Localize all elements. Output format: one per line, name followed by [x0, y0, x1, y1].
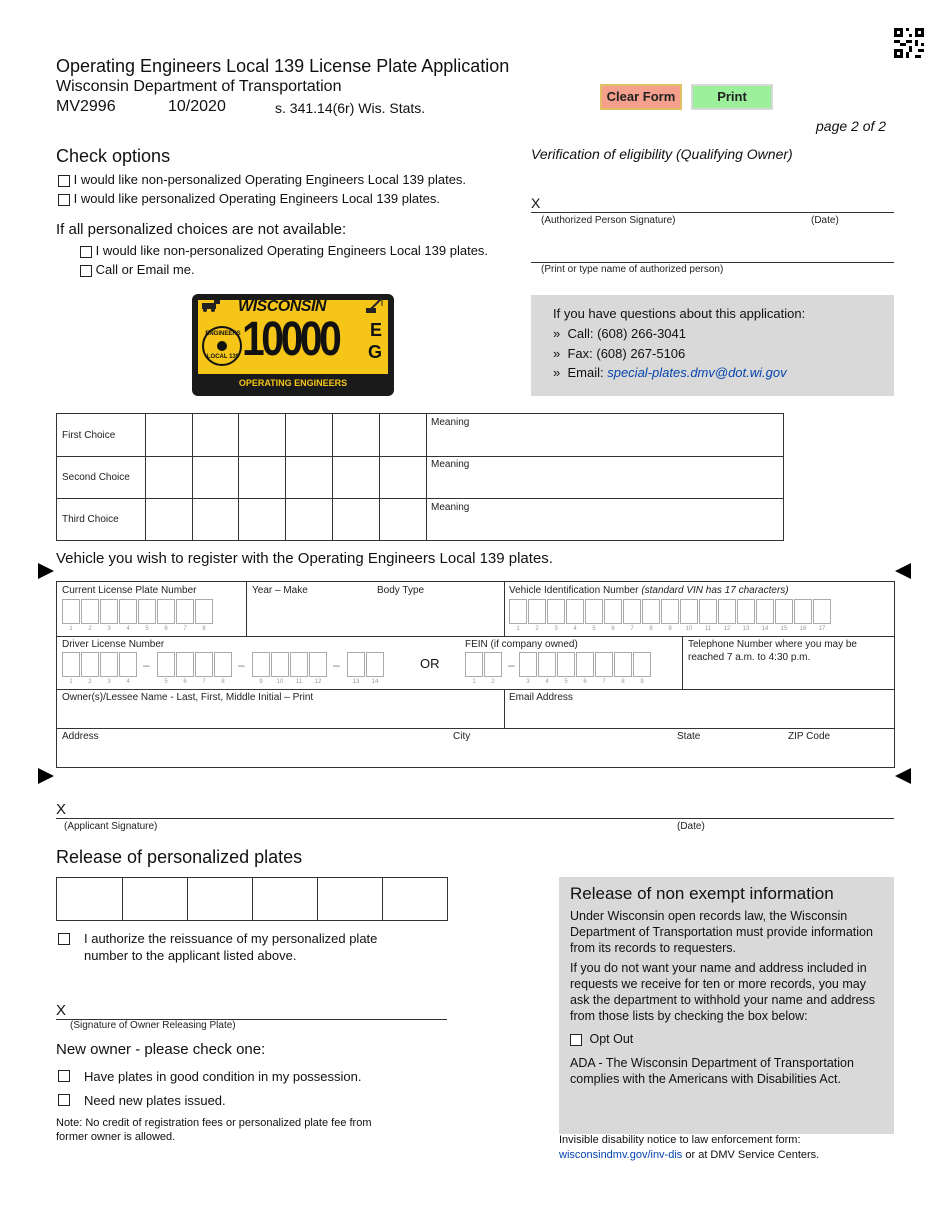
vin-digit-box[interactable] — [756, 599, 774, 624]
zip-label: ZIP Code — [788, 731, 831, 742]
option-personalized — [58, 191, 440, 206]
body-type-label: Body Type — [377, 585, 425, 596]
plate-number-digit-box[interactable] — [176, 599, 194, 624]
fein-digit-box[interactable] — [519, 652, 537, 677]
applicant-date-label: (Date) — [677, 821, 705, 832]
verification-x: X — [531, 195, 541, 211]
choices-row-divider — [57, 456, 784, 457]
owner-name-label: Owner(s)/Lessee Name - Last, First, Middle Initial – Print — [62, 692, 314, 703]
plate-footer: OPERATING ENGINEERS — [238, 378, 348, 388]
option-non-personalized — [58, 172, 466, 187]
questions-call — [553, 326, 686, 341]
opt-out-row — [570, 1031, 883, 1047]
driver-license-digit-box[interactable] — [271, 652, 289, 677]
vin-digit-box[interactable] — [528, 599, 546, 624]
plate-number-digit-box[interactable] — [62, 599, 80, 624]
fallback-non-personalized-label: I would like non-personalized Operating Engineers Local 139 plates. — [95, 243, 489, 258]
choices-row-divider — [57, 498, 784, 499]
choices-table — [56, 413, 784, 541]
fein-digit-box[interactable] — [557, 652, 575, 677]
fein-digit-number: 3 — [526, 679, 530, 685]
plate-number-digit-box[interactable] — [81, 599, 99, 624]
fallback-call-email-checkbox[interactable] — [80, 265, 92, 277]
fallback-non-personalized — [80, 243, 488, 258]
driver-license-digit-box[interactable] — [62, 652, 80, 677]
vehicle-row-divider — [57, 636, 895, 637]
vin-note: (standard VIN has 17 characters) — [641, 585, 789, 596]
address-label: Address — [62, 731, 99, 742]
plate-number-digit-number: 8 — [202, 626, 206, 632]
have-plates-label: Have plates in good condition in my possession. — [84, 1069, 362, 1084]
statute-reference: s. 341.14(6r) Wis. Stats. — [275, 100, 426, 116]
fein-digit-box[interactable] — [576, 652, 594, 677]
second-choice-label: Second Choice — [62, 472, 130, 483]
verification-name-line[interactable] — [531, 262, 894, 263]
release-box-divider — [252, 878, 253, 921]
release-signature-label: (Signature of Owner Releasing Plate) — [70, 1020, 236, 1031]
driver-license-digit-box[interactable] — [195, 652, 213, 677]
alignment-arrow-icon — [895, 768, 911, 784]
choices-col-divider — [332, 414, 333, 541]
fein-digit-box[interactable] — [538, 652, 556, 677]
phone-label-1: Telephone Number where you may be — [688, 639, 857, 650]
driver-license-digit-number: 5 — [164, 679, 168, 685]
plate-number-digit-box[interactable] — [157, 599, 175, 624]
year-make-label: Year – Make — [252, 585, 308, 596]
plate-number-label: Current License Plate Number — [62, 585, 197, 596]
option-non-personalized-label: I would like non-personalized Operating Engineers Local 139 plates. — [73, 172, 467, 187]
plate-seal-center-icon — [217, 341, 227, 351]
vehicle-row-divider — [57, 728, 895, 729]
alignment-arrow-icon — [38, 563, 54, 579]
driver-license-digit-number: 12 — [314, 679, 322, 685]
or-label: OR — [420, 656, 440, 671]
second-choice-meaning-label[interactable]: Meaning — [431, 459, 470, 470]
driver-license-digit-number: 14 — [371, 679, 379, 685]
have-plates-checkbox[interactable] — [58, 1070, 70, 1082]
vehicle-col-divider — [246, 582, 247, 636]
fein-label: FEIN (if company owned) — [465, 639, 578, 650]
print-button[interactable]: Print — [691, 84, 773, 110]
driver-license-digit-number: 9 — [259, 679, 263, 685]
driver-license-digit-number: 2 — [88, 679, 92, 685]
need-plates-checkbox[interactable] — [58, 1094, 70, 1106]
release-heading: Release of personalized plates — [56, 847, 303, 867]
page-number: page 2 of 2 — [816, 118, 887, 134]
plate-seal-bottom: LOCAL 139 — [206, 354, 240, 360]
choices-col-divider — [192, 414, 193, 541]
verification-name-label: (Print or type name of authorized person) — [541, 264, 724, 275]
plate-state: WISCONSIN — [238, 298, 326, 315]
alignment-arrow-icon — [895, 563, 911, 579]
vin-digit-number: 4 — [573, 626, 577, 632]
verification-heading: Verification of eligibility (Qualifying Owner) — [531, 146, 793, 162]
driver-license-separator: – — [238, 658, 245, 672]
nonexempt-box — [559, 877, 894, 1134]
opt-out-label: Opt Out — [589, 1032, 634, 1046]
questions-heading: If you have questions about this application: — [553, 306, 806, 321]
alignment-arrow-icon — [38, 768, 54, 784]
verification-date-label: (Date) — [811, 215, 839, 226]
vin-digit-box[interactable] — [661, 599, 679, 624]
nonexempt-heading: Release of non exempt information — [570, 884, 834, 903]
release-note-2: former owner is allowed. — [56, 1131, 176, 1143]
release-plate-boxes — [56, 877, 448, 921]
plate-crane-icon — [364, 296, 386, 314]
plate-number-digit-box[interactable] — [138, 599, 156, 624]
questions-call-text: Call: (608) 266-3041 — [567, 326, 686, 341]
questions-fax-text: Fax: (608) 267-5106 — [567, 346, 686, 361]
vin-label — [509, 585, 789, 596]
third-choice-meaning-label[interactable]: Meaning — [431, 502, 470, 513]
plate-seal-top: ENGINEERS — [205, 331, 241, 337]
fallback-call-email — [80, 262, 195, 277]
new-owner-heading: New owner - please check one: — [56, 1041, 266, 1058]
questions-email-link[interactable]: special-plates.dmv@dot.wi.gov — [607, 365, 787, 380]
vin-digit-box[interactable] — [642, 599, 660, 624]
fallback-call-email-label: Call or Email me. — [95, 262, 195, 277]
vin-digit-number: 6 — [611, 626, 615, 632]
vin-digit-number: 8 — [649, 626, 653, 632]
fein-digit-box[interactable] — [465, 652, 483, 677]
fein-digit-box[interactable] — [484, 652, 502, 677]
nonexempt-para2: If you do not want your name and address included in requests we receive for ten or more records, you may ask the department to withhold your name and address from those lists by checking the box below: — [570, 961, 876, 1023]
vin-digit-number: 15 — [780, 626, 788, 632]
driver-license-digit-box[interactable] — [347, 652, 365, 677]
state-label: State — [677, 731, 701, 742]
vin-digit-number: 14 — [761, 626, 769, 632]
vin-digit-box[interactable] — [566, 599, 584, 624]
vin-digit-number: 10 — [685, 626, 693, 632]
fein-separator: – — [508, 658, 515, 672]
plate-number-digit-number: 1 — [69, 626, 73, 632]
driver-license-digit-box[interactable] — [309, 652, 327, 677]
vin-digit-box[interactable] — [604, 599, 622, 624]
department-name: Wisconsin Department of Transportation — [56, 78, 342, 95]
option-personalized-label: I would like personalized Operating Engineers Local 139 plates. — [73, 191, 441, 206]
release-box-divider — [187, 878, 188, 921]
questions-fax — [553, 346, 685, 361]
plate-number-digit-box[interactable] — [119, 599, 137, 624]
vin-digit-number: 5 — [592, 626, 596, 632]
driver-license-digit-box[interactable] — [214, 652, 232, 677]
driver-license-digit-number: 3 — [107, 679, 111, 685]
fein-digit-number: 4 — [545, 679, 549, 685]
vehicle-col-divider — [682, 636, 683, 689]
release-x: X — [56, 1002, 67, 1019]
bullet-icon: » — [553, 346, 561, 361]
third-choice-label: Third Choice — [62, 514, 119, 525]
plate-number-digit-number: 5 — [145, 626, 149, 632]
plate-number-digit-box[interactable] — [100, 599, 118, 624]
authorize-reissue-label: I authorize the reissuance of my personalized plate — [84, 931, 378, 946]
plate-number-digit-number: 2 — [88, 626, 92, 632]
vin-digit-number: 16 — [799, 626, 807, 632]
form-title: Operating Engineers Local 139 License Plate Application — [56, 56, 510, 76]
fein-digit-box[interactable] — [633, 652, 651, 677]
ada-notice: ADA - The Wisconsin Department of Transportation complies with the Americans with Disabilities Act. — [570, 1056, 854, 1086]
fein-digit-number: 8 — [621, 679, 625, 685]
vin-digit-number: 1 — [516, 626, 520, 632]
bullet-icon: » — [553, 365, 561, 380]
driver-license-digit-number: 6 — [183, 679, 187, 685]
vin-digit-box[interactable] — [547, 599, 565, 624]
vehicle-col-divider — [504, 689, 505, 728]
driver-license-digit-box[interactable] — [119, 652, 137, 677]
vin-digit-number: 17 — [818, 626, 826, 632]
verification-signature-label: (Authorized Person Signature) — [541, 215, 676, 226]
applicant-signature-line[interactable] — [56, 818, 894, 819]
vin-digit-box[interactable] — [718, 599, 736, 624]
footer-link[interactable]: wisconsindmv.gov/inv-dis — [559, 1149, 683, 1161]
nonexempt-para1: Under Wisconsin open records law, the Wisconsin Department of Transportation must provide information from its records to requesters. — [570, 909, 873, 955]
qr-code-icon — [894, 28, 924, 58]
plate-construction-icon — [200, 298, 222, 312]
first-choice-label: First Choice — [62, 430, 116, 441]
vehicle-table — [56, 581, 895, 768]
vin-digit-box[interactable] — [585, 599, 603, 624]
vin-digit-number: 12 — [723, 626, 731, 632]
vin-digit-box[interactable] — [699, 599, 717, 624]
plate-number-digit-number: 3 — [107, 626, 111, 632]
plate-suffix-bottom: G — [368, 342, 383, 362]
driver-license-digit-number: 8 — [221, 679, 225, 685]
driver-license-separator: – — [143, 658, 150, 672]
footer-link-row — [559, 1149, 819, 1161]
fein-digit-box[interactable] — [595, 652, 613, 677]
footer-suffix: or at DMV Service Centers. — [685, 1149, 820, 1161]
driver-license-label: Driver License Number — [62, 639, 165, 650]
release-note-1: Note: No credit of registration fees or personalized plate fee from — [56, 1117, 372, 1129]
fein-digit-number: 6 — [583, 679, 587, 685]
applicant-signature-label: (Applicant Signature) — [64, 821, 158, 832]
driver-license-digit-box[interactable] — [176, 652, 194, 677]
driver-license-digit-box[interactable] — [366, 652, 384, 677]
fein-digit-number: 1 — [472, 679, 476, 685]
plate-number-digit-number: 7 — [183, 626, 187, 632]
vehicle-col-divider — [504, 582, 505, 636]
driver-license-digit-number: 7 — [202, 679, 206, 685]
vin-digit-number: 13 — [742, 626, 750, 632]
vin-digit-number: 7 — [630, 626, 634, 632]
city-label: City — [453, 731, 471, 742]
driver-license-digit-number: 4 — [126, 679, 130, 685]
option-personalized-checkbox[interactable] — [58, 194, 70, 206]
driver-license-digit-box[interactable] — [252, 652, 270, 677]
need-plates-label: Need new plates issued. — [84, 1093, 226, 1108]
vin-digit-box[interactable] — [623, 599, 641, 624]
release-box-divider — [122, 878, 123, 921]
email-address-label: Email Address — [509, 692, 573, 703]
footer-notice: Invisible disability notice to law enforcement form: — [559, 1134, 801, 1146]
driver-license-digit-box[interactable] — [100, 652, 118, 677]
plate-seal — [202, 326, 242, 366]
opt-out-checkbox[interactable] — [570, 1034, 582, 1046]
plate-number: 10000 — [242, 313, 339, 366]
driver-license-digit-box[interactable] — [157, 652, 175, 677]
questions-email-label: Email: — [567, 365, 604, 380]
fein-digit-number: 7 — [602, 679, 606, 685]
fein-digit-number: 5 — [564, 679, 568, 685]
driver-license-digit-number: 11 — [295, 679, 303, 685]
applicant-x: X — [56, 801, 67, 818]
choices-col-divider — [426, 414, 427, 541]
vin-digit-number: 2 — [535, 626, 539, 632]
fallback-non-personalized-checkbox[interactable] — [80, 246, 92, 258]
bullet-icon: » — [553, 326, 561, 341]
first-choice-meaning-label[interactable]: Meaning — [431, 417, 470, 428]
choices-col-divider — [285, 414, 286, 541]
plate-number-digit-number: 6 — [164, 626, 168, 632]
vin-digit-box[interactable] — [680, 599, 698, 624]
vin-digit-box[interactable] — [775, 599, 793, 624]
license-plate-image — [192, 294, 394, 396]
questions-email — [553, 365, 787, 380]
form-number: MV2996 — [56, 98, 116, 115]
vin-digit-box[interactable] — [509, 599, 527, 624]
vin-digit-number: 9 — [668, 626, 672, 632]
fein-digit-number: 2 — [491, 679, 495, 685]
driver-license-digit-number: 13 — [352, 679, 360, 685]
release-box-divider — [317, 878, 318, 921]
vehicle-row-divider — [57, 689, 895, 690]
driver-license-separator: – — [333, 658, 340, 672]
plate-number-digit-box[interactable] — [195, 599, 213, 624]
form-date: 10/2020 — [168, 98, 226, 115]
choices-col-divider — [238, 414, 239, 541]
driver-license-digit-box[interactable] — [81, 652, 99, 677]
driver-license-digit-number: 10 — [276, 679, 284, 685]
phone-label-2: reached 7 a.m. to 4:30 p.m. — [688, 652, 811, 663]
vin-digit-box[interactable] — [737, 599, 755, 624]
clear-form-button[interactable]: Clear Form — [600, 84, 682, 110]
fallback-heading: If all personalized choices are not available: — [56, 221, 347, 238]
driver-license-digit-box[interactable] — [290, 652, 308, 677]
choices-col-divider — [145, 414, 146, 541]
release-box-divider — [382, 878, 383, 921]
verification-signature-line[interactable] — [531, 212, 894, 213]
vin-digit-number: 11 — [704, 626, 712, 632]
vin-digit-box[interactable] — [794, 599, 812, 624]
vehicle-heading: Vehicle you wish to register with the Operating Engineers Local 139 plates. — [56, 550, 553, 567]
vin-label-text: Vehicle Identification Number — [509, 585, 639, 596]
fein-digit-box[interactable] — [614, 652, 632, 677]
fein-digit-number: 9 — [640, 679, 644, 685]
plate-suffix-top: E — [370, 320, 383, 340]
authorize-reissue-checkbox[interactable] — [58, 933, 70, 945]
authorize-reissue-label-2: number to the applicant listed above. — [84, 948, 297, 963]
driver-license-digit-number: 1 — [69, 679, 73, 685]
check-options-heading: Check options — [56, 146, 171, 166]
option-non-personalized-checkbox[interactable] — [58, 175, 70, 187]
vin-digit-number: 3 — [554, 626, 558, 632]
plate-number-digit-number: 4 — [126, 626, 130, 632]
vin-digit-box[interactable] — [813, 599, 831, 624]
choices-col-divider — [379, 414, 380, 541]
